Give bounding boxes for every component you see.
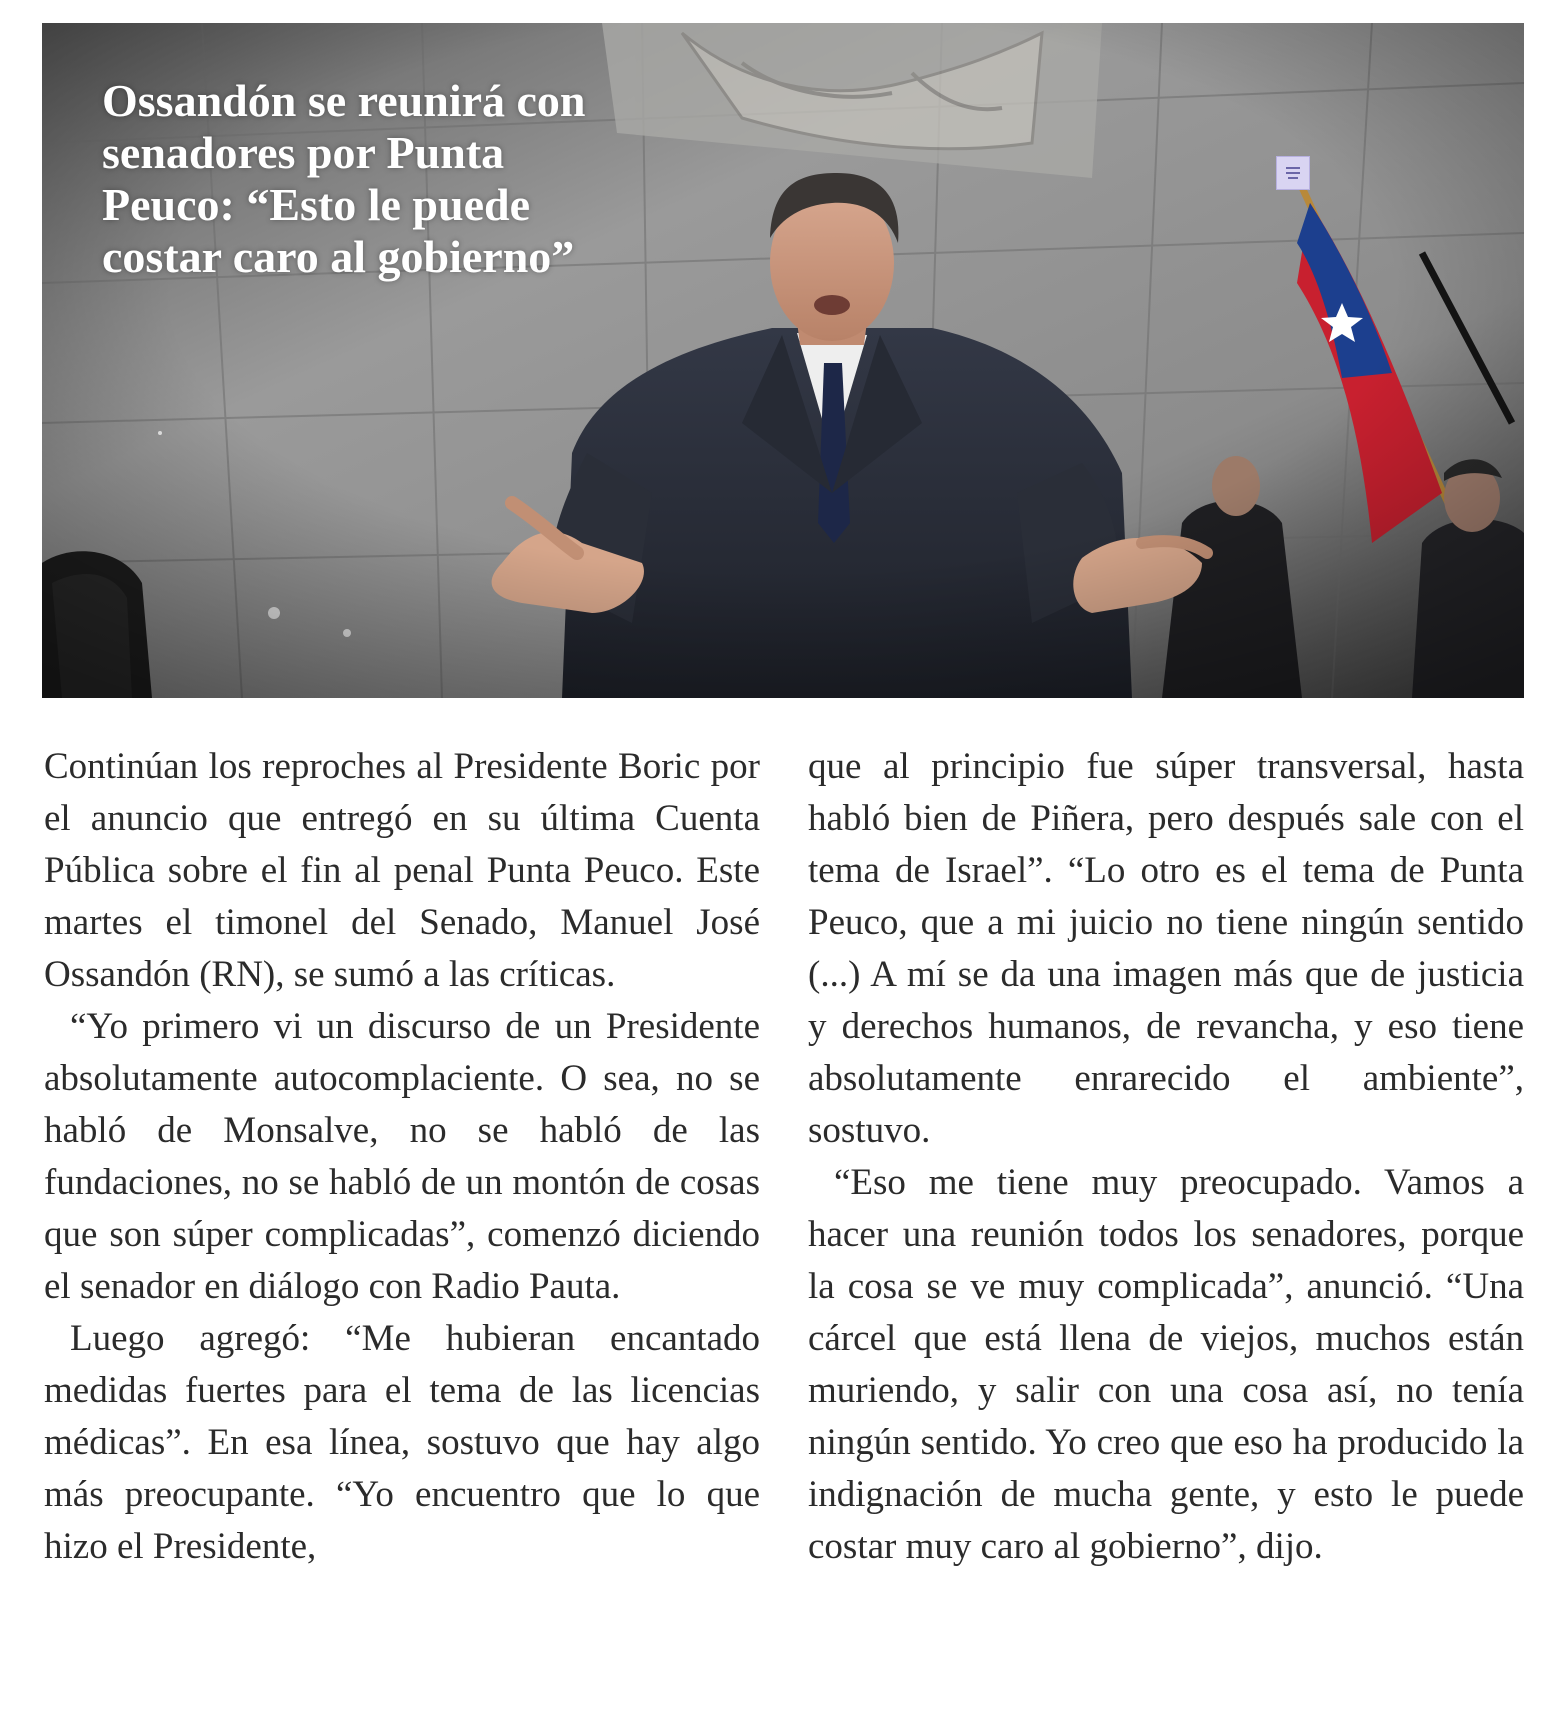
article-photo (42, 23, 1524, 698)
paragraph: “Eso me tiene muy preocupado. Vamos a hacer una reunión todos los senadores, porque la cosa se ve muy complicada”, anunció. “Una cárcel que está llena de viejos, muchos están muriendo, y salir con una cosa así, no tenía ningún sentido. Yo creo que eso ha producido la indignación de mucha gente, y esto le puede costar muy caro al gobierno”, dijo. (808, 1162, 1524, 1567)
article-column-left (44, 741, 760, 1573)
paragraph: que al principio fue súper transversal, hasta habló bien de Piñera, pero después sale con el tema de Israel”. “Lo otro es el tema de Punta Peuco, que a mi juicio no tiene ningún sentido (...) A mí se da una imagen más que de justicia y derechos humanos, de revancha, y eso tiene absolutamente enrarecido el ambiente”, sostuvo. (808, 746, 1524, 1151)
headline: Ossandón se reunirá con senadores por Punta Peuco: “Esto le puede costar caro al gobierno” (102, 75, 586, 282)
comment-icon[interactable] (1276, 156, 1310, 190)
article-column-right (808, 741, 1524, 1573)
article-body (44, 741, 1524, 1573)
paragraph: Continúan los reproches al Presidente Boric por el anuncio que entregó en su última Cuenta Pública sobre el fin al penal Punta Peuco. Este martes el timonel del Senado, Manuel José Ossandón (RN), se sumó a las críticas. (44, 746, 760, 995)
paragraph: “Yo primero vi un discurso de un Presidente absolutamente autocomplaciente. O sea, no se habló de Monsalve, no se habló de las fundaciones, no se habló de un montón de cosas que son súper complicadas”, comenzó diciendo el senador en diálogo con Radio Pauta. (44, 1006, 760, 1307)
paragraph: Luego agregó: “Me hubieran encantado medidas fuertes para el tema de las licencias médicas”. En esa línea, sostuvo que hay algo más preocupante. “Yo encuentro que lo que hizo el Presidente, (44, 1318, 760, 1567)
